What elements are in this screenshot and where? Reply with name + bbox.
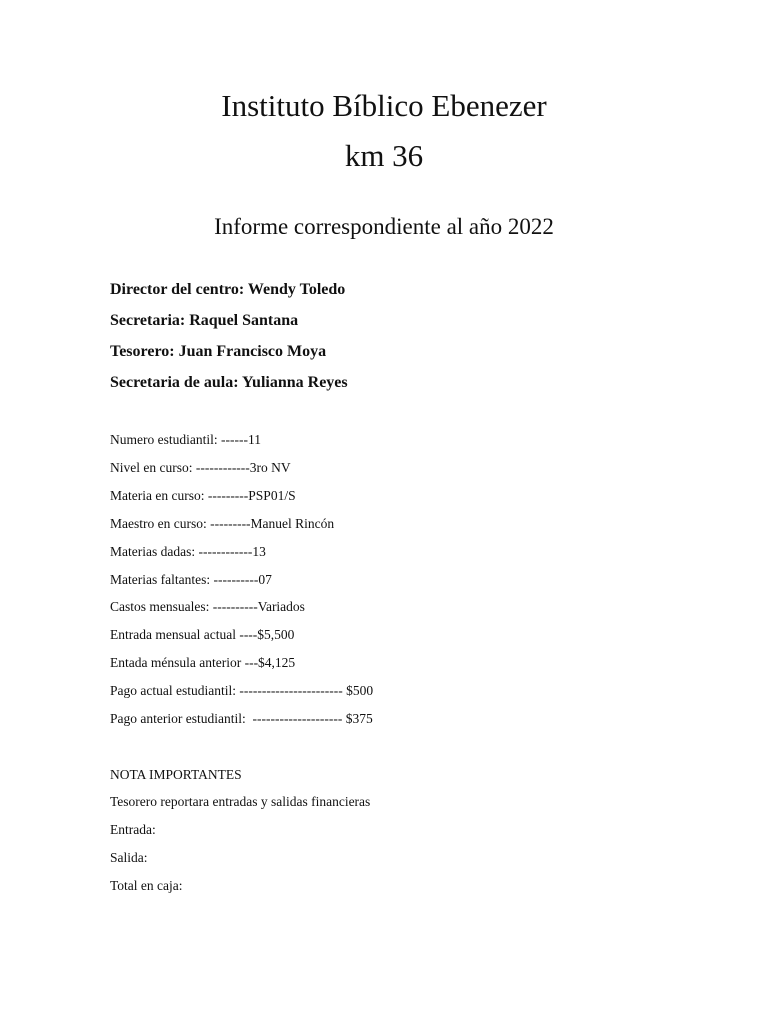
document-title-location: km 36	[344, 138, 424, 173]
stat-previous-student-payment: Pago anterior estudiantil: -------------------- $375	[110, 711, 373, 726]
document-subtitle: Informe correspondiente al año 2022	[214, 214, 554, 239]
stat-current-level: Nivel en curso: ------------3ro NV	[110, 460, 291, 475]
stat-current-monthly-income: Entrada mensual actual ----$5,500	[110, 627, 295, 642]
stat-current-subject: Materia en curso: ---------PSP01/S	[110, 488, 296, 503]
staff-secretary: Secretaria: Raquel Santana	[110, 312, 299, 329]
stat-subjects-missing: Materias faltantes: ----------07	[110, 572, 272, 587]
notes-cash-total-label: Total en caja:	[110, 878, 183, 893]
stat-subjects-given: Materias dadas: ------------13	[110, 544, 266, 559]
stat-current-student-payment: Pago actual estudiantil: ----------------------- $500	[110, 683, 374, 698]
staff-director: Director del centro: Wendy Toledo	[110, 281, 346, 298]
staff-classroom-secretary: Secretaria de aula: Yulianna Reyes	[110, 374, 348, 391]
staff-treasurer: Tesorero: Juan Francisco Moya	[110, 343, 327, 360]
stat-previous-monthly-income: Entada ménsula anterior ---$4,125	[110, 655, 296, 670]
notes-heading: NOTA IMPORTANTES	[110, 767, 242, 782]
notes-entry-label: Entrada:	[110, 822, 156, 837]
notes-line: Tesorero reportara entradas y salidas financieras	[110, 794, 371, 809]
document-title: Instituto Bíblico Ebenezer	[221, 88, 547, 123]
notes-exit-label: Salida:	[110, 850, 148, 865]
stat-student-count: Numero estudiantil: ------11	[110, 432, 261, 447]
stat-current-teacher: Maestro en curso: ---------Manuel Rincón	[110, 516, 335, 531]
stat-monthly-costs: Castos mensuales: ----------Variados	[110, 599, 305, 614]
